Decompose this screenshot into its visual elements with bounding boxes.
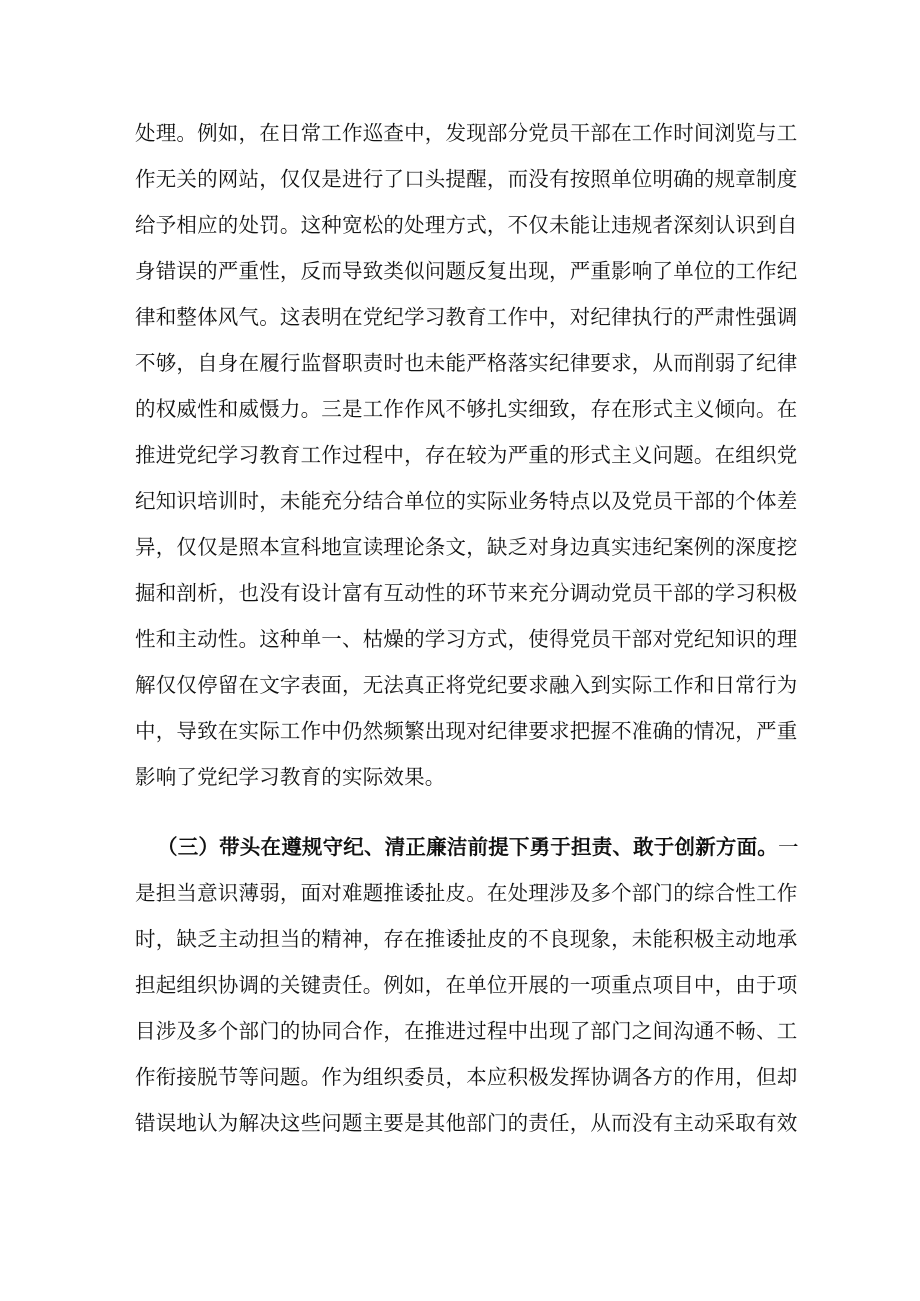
section-heading: （三）带头在遵规守纪、清正廉洁前提下勇于担责、敢于创新方面。 <box>157 835 778 859</box>
paragraph-1-line: 作无关的网站，仅仅是进行了口头提醒，而没有按照单位明确的规章制度 <box>135 167 798 191</box>
paragraph-1-line: 处理。例如，在日常工作巡查中，发现部分党员干部在工作时间浏览与工 <box>135 121 798 145</box>
paragraph-1-line: 异，仅仅是照本宣科地宣读理论条文，缺乏对身边真实违纪案例的深度挖 <box>135 535 798 559</box>
paragraph-1-line: 掘和剖析，也没有设计富有互动性的环节来充分调动党员干部的学习积极 <box>135 581 798 605</box>
paragraph-1-line: 纪知识培训时，未能充分结合单位的实际业务特点以及党员干部的个体差 <box>135 489 798 513</box>
section-heading-tail: 一 <box>778 835 799 859</box>
paragraph-2-line: 作衔接脱节等问题。作为组织委员，本应积极发挥协调各方的作用，但却 <box>135 1065 798 1089</box>
paragraph-2-line: 担起组织协调的关键责任。例如，在单位开展的一项重点项目中，由于项 <box>135 973 798 997</box>
paragraph-1 <box>135 110 798 800</box>
paragraph-2-first-line <box>135 824 799 870</box>
paragraph-1-line: 中，导致在实际工作中仍然频繁出现对纪律要求把握不准确的情况，严重 <box>135 719 798 743</box>
paragraph-1-line: 给予相应的处罚。这种宽松的处理方式，不仅未能让违规者深刻认识到自 <box>135 213 798 237</box>
paragraph-1-line: 推进党纪学习教育工作过程中，存在较为严重的形式主义问题。在组织党 <box>135 443 798 467</box>
paragraph-1-line: 性和主动性。这种单一、枯燥的学习方式，使得党员干部对党纪知识的理 <box>135 627 798 651</box>
paragraph-1-line: 身错误的严重性，反而导致类似问题反复出现，严重影响了单位的工作纪 <box>135 259 798 283</box>
paragraph-1-line: 律和整体风气。这表明在党纪学习教育工作中，对纪律执行的严肃性强调 <box>135 305 798 329</box>
paragraph-2-line: 目涉及多个部门的协同合作，在推进过程中出现了部门之间沟通不畅、工 <box>135 1019 798 1043</box>
paragraph-2-line: 是担当意识薄弱，面对难题推诿扯皮。在处理涉及多个部门的综合性工作 <box>135 881 798 905</box>
paragraph-1-line: 解仅仅停留在文字表面，无法真正将党纪要求融入到实际工作和日常行为 <box>135 673 798 697</box>
paragraph-2-line: 错误地认为解决这些问题主要是其他部门的责任，从而没有主动采取有效 <box>135 1111 798 1135</box>
paragraph-1-line: 不够，自身在履行监督职责时也未能严格落实纪律要求，从而削弱了纪律 <box>135 351 798 375</box>
paragraph-2 <box>135 824 799 1146</box>
paragraph-1-line: 影响了党纪学习教育的实际效果。 <box>135 765 446 789</box>
paragraph-2-line: 时，缺乏主动担当的精神，存在推诿扯皮的不良现象，未能积极主动地承 <box>135 927 798 951</box>
paragraph-1-line: 的权威性和威慑力。三是工作作风不够扎实细致，存在形式主义倾向。在 <box>135 397 798 421</box>
